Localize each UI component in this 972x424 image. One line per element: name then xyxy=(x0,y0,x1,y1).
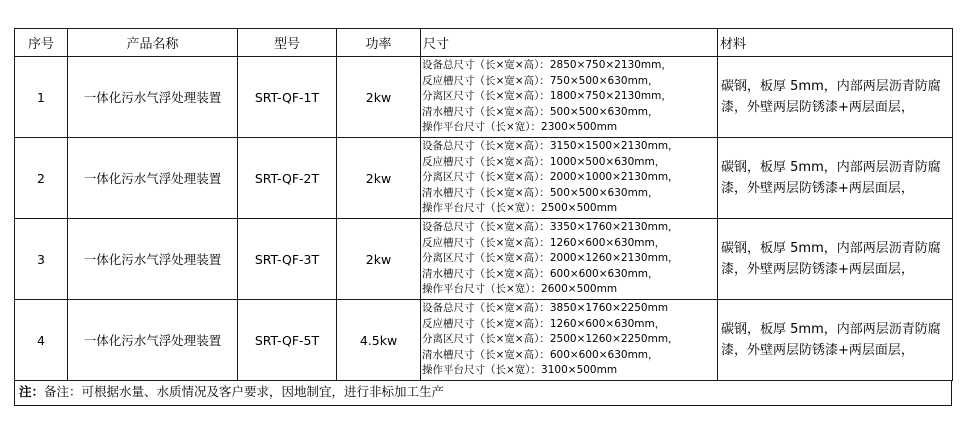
table-row xyxy=(15,138,953,219)
row-power: 2kw xyxy=(337,138,421,219)
row-index: 3 xyxy=(15,219,68,300)
row-power: 2kw xyxy=(337,219,421,300)
material-line: 碳钢，板厚 5mm，内部两层沥青防腐 xyxy=(721,241,941,256)
row-size xyxy=(421,219,718,300)
row-power: 2kw xyxy=(337,57,421,138)
row-material xyxy=(718,57,953,138)
header-size: 尺寸 xyxy=(421,29,718,57)
size-line-total: 设备总尺寸（长×宽×高）：3350×1760×2130mm， xyxy=(422,221,679,234)
table-header-row xyxy=(15,29,953,57)
row-power: 4.5kw xyxy=(337,300,421,381)
row-index: 4 xyxy=(15,300,68,381)
row-model: SRT-QF-1T xyxy=(238,57,337,138)
header-product-name: 产品名称 xyxy=(68,29,238,57)
table-row xyxy=(15,219,953,300)
table-row xyxy=(15,300,953,381)
size-line-reaction-tank: 反应槽尺寸（长×宽×高）：1260×600×630mm， xyxy=(422,317,666,330)
material-line: 漆，外壁两层防锈漆+两层面层， xyxy=(721,262,914,277)
size-line-reaction-tank: 反应槽尺寸（长×宽×高）：1260×600×630mm， xyxy=(422,236,666,249)
size-line-total: 设备总尺寸（长×宽×高）：3850×1760×2250mm xyxy=(422,302,669,315)
material-line: 漆，外壁两层防锈漆+两层面层， xyxy=(721,343,914,358)
size-line-separation-zone: 分离区尺寸（长×宽×高）：1800×750×2130mm， xyxy=(422,90,672,103)
size-line-clear-water-tank: 清水槽尺寸（长×宽×高）：500×500×630mm， xyxy=(422,186,659,199)
material-line: 碳钢，板厚 5mm，内部两层沥青防腐 xyxy=(721,160,941,175)
material-line: 漆，外壁两层防锈漆+两层面层， xyxy=(721,100,914,115)
product-spec-document xyxy=(14,28,952,406)
size-line-clear-water-tank: 清水槽尺寸（长×宽×高）：600×600×630mm， xyxy=(422,348,659,361)
size-line-total: 设备总尺寸（长×宽×高）：2850×750×2130mm， xyxy=(422,59,672,72)
row-size xyxy=(421,300,718,381)
size-line-clear-water-tank: 清水槽尺寸（长×宽×高）：500×500×630mm， xyxy=(422,105,659,118)
size-line-platform: 操作平台尺寸（长×宽）：2500×500mm xyxy=(422,202,618,215)
header-index: 序号 xyxy=(15,29,68,57)
table-note xyxy=(14,381,952,406)
header-power: 功率 xyxy=(337,29,421,57)
row-product-name: 一体化污水气浮处理装置 xyxy=(68,57,238,138)
size-line-platform: 操作平台尺寸（长×宽）：3100×500mm xyxy=(422,364,618,377)
row-size xyxy=(421,57,718,138)
row-size xyxy=(421,138,718,219)
size-line-platform: 操作平台尺寸（长×宽）：2600×500mm xyxy=(422,283,618,296)
row-product-name: 一体化污水气浮处理装置 xyxy=(68,219,238,300)
row-model: SRT-QF-2T xyxy=(238,138,337,219)
row-material xyxy=(718,219,953,300)
size-line-reaction-tank: 反应槽尺寸（长×宽×高）：750×500×630mm， xyxy=(422,74,659,87)
row-model: SRT-QF-5T xyxy=(238,300,337,381)
product-spec-table xyxy=(14,28,953,381)
size-line-separation-zone: 分离区尺寸（长×宽×高）：2500×1260×2250mm， xyxy=(422,333,679,346)
size-line-separation-zone: 分离区尺寸（长×宽×高）：2000×1260×2130mm， xyxy=(422,252,679,265)
row-material xyxy=(718,138,953,219)
row-product-name: 一体化污水气浮处理装置 xyxy=(68,300,238,381)
material-line: 碳钢，板厚 5mm，内部两层沥青防腐 xyxy=(721,79,941,94)
row-model: SRT-QF-3T xyxy=(238,219,337,300)
size-line-total: 设备总尺寸（长×宽×高）：3150×1500×2130mm， xyxy=(422,140,679,153)
header-material: 材料 xyxy=(718,29,953,57)
header-model: 型号 xyxy=(238,29,337,57)
row-index: 1 xyxy=(15,57,68,138)
material-line: 漆，外壁两层防锈漆+两层面层， xyxy=(721,181,914,196)
size-line-platform: 操作平台尺寸（长×宽）：2300×500mm xyxy=(422,121,618,134)
table-row xyxy=(15,57,953,138)
size-line-separation-zone: 分离区尺寸（长×宽×高）：2000×1000×2130mm， xyxy=(422,171,679,184)
size-line-clear-water-tank: 清水槽尺寸（长×宽×高）：600×600×630mm， xyxy=(422,267,659,280)
note-text: 备注：可根据水量、水质情况及客户要求，因地制宜，进行非标加工生产 xyxy=(44,384,445,399)
size-line-reaction-tank: 反应槽尺寸（长×宽×高）：1000×500×630mm， xyxy=(422,155,666,168)
row-index: 2 xyxy=(15,138,68,219)
note-label: 注： xyxy=(19,384,45,399)
row-product-name: 一体化污水气浮处理装置 xyxy=(68,138,238,219)
material-line: 碳钢，板厚 5mm，内部两层沥青防腐 xyxy=(721,322,941,337)
row-material xyxy=(718,300,953,381)
